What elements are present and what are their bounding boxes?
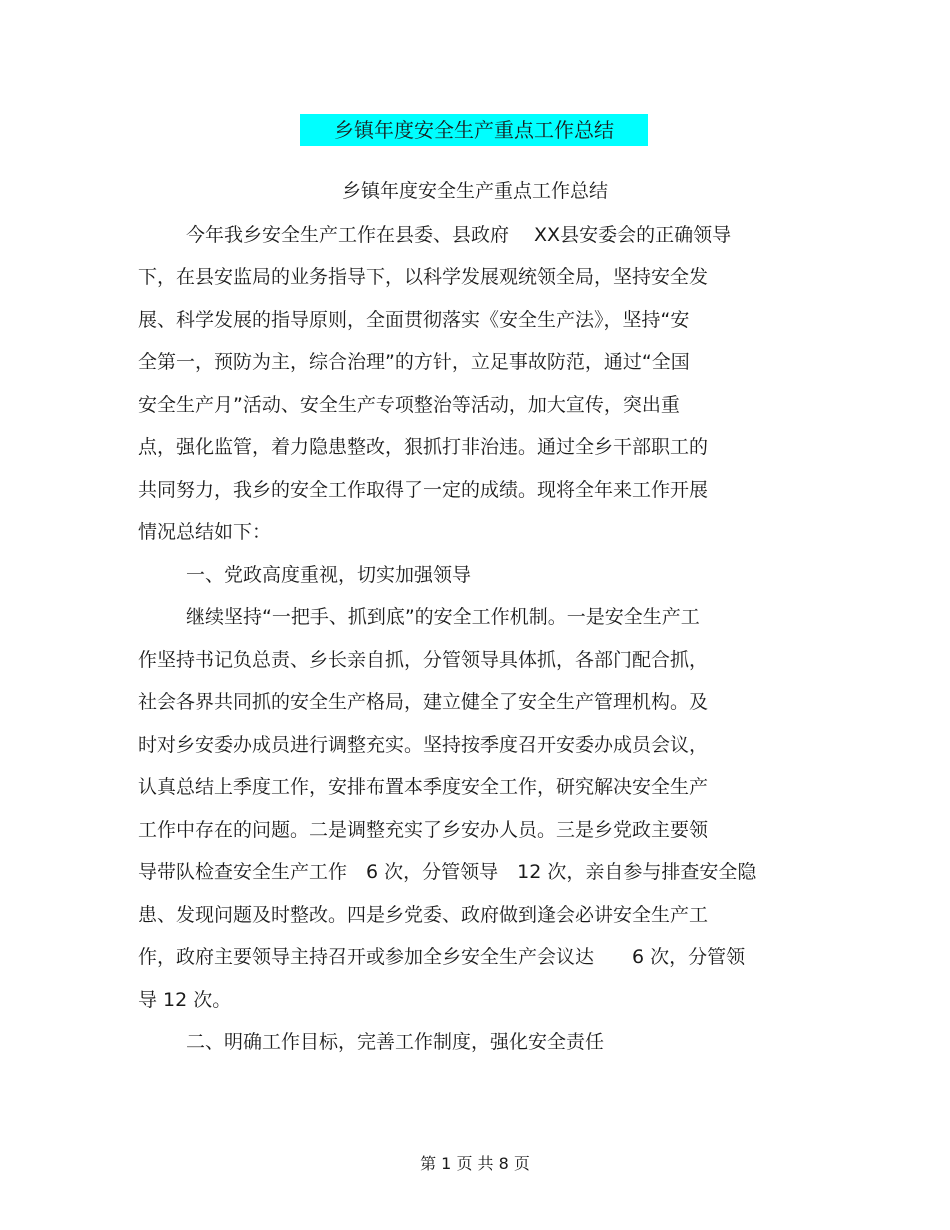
paragraph-line: 时对乡安委办成员进行调整充实。坚持按季度召开安委办成员会议， [138, 734, 709, 756]
section-heading: 一、党政高度重视，切实加强领导 [186, 564, 472, 586]
paragraph-line: 安全生产月”活动、安全生产专项整治等活动，加大宣传，突出重 [138, 394, 680, 416]
paragraph-line: 导 12 次。 [138, 989, 232, 1011]
page-footer: 第 1 页 共 8 页 [420, 1154, 530, 1173]
paragraph-line: 认真总结上季度工作，安排布置本季度安全工作，研究解决安全生产 [138, 776, 709, 798]
paragraph-line: 社会各界共同抓的安全生产格局，建立健全了安全生产管理机构。及 [138, 691, 709, 713]
paragraph-line: 展、科学发展的指导原则，全面贯彻落实《安全生产法》，坚持“安 [138, 309, 690, 331]
document-title: 乡镇年度安全生产重点工作总结 [300, 114, 648, 146]
section-heading: 二、明确工作目标，完善工作制度，强化安全责任 [186, 1031, 605, 1053]
paragraph-line: 作坚持书记负总责、乡长亲自抓，分管领导具体抓，各部门配合抓， [138, 649, 709, 671]
paragraph-line: 下，在县安监局的业务指导下，以科学发展观统领全局，坚持安全发 [138, 266, 709, 288]
paragraph-line: 共同努力，我乡的安全工作取得了一定的成绩。现将全年来工作开展 [138, 479, 709, 501]
paragraph-line: 全第一，预防为主，综合治理”的方针，立足事故防范，通过“全国 [138, 351, 690, 373]
paragraph-line: 工作中存在的问题。二是调整充实了乡安办人员。三是乡党政主要领 [138, 819, 709, 841]
paragraph-line: 导带队检查安全生产工作 6 次，分管领导 12 次，亲自参与排查安全隐 [138, 861, 757, 883]
paragraph-line: 点，强化监管，着力隐患整改，狠抓打非治违。通过全乡干部职工的 [138, 436, 709, 458]
paragraph-line: 继续坚持“一把手、抓到底”的安全工作机制。一是安全生产工 [186, 606, 700, 628]
paragraph-line: 今年我乡安全生产工作在县委、县政府 XX县安委会的正确领导 [186, 224, 732, 246]
paragraph-line: 情况总结如下： [138, 521, 272, 543]
paragraph-line: 作，政府主要领导主持召开或参加全乡安全生产会议达 6 次，分管领 [138, 946, 746, 968]
paragraph-line: 患、发现问题及时整改。四是乡党委、政府做到逢会必讲安全生产工 [138, 904, 709, 926]
document-subtitle: 乡镇年度安全生产重点工作总结 [341, 180, 608, 202]
